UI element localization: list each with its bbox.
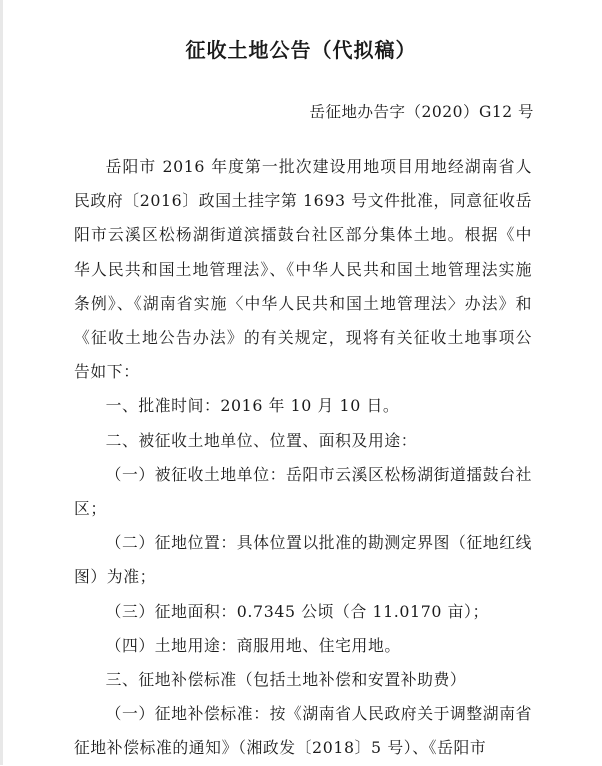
intro-paragraph: 岳阳市 2016 年度第一批次建设用地项目用地经湖南省人民政府〔2016〕政国土挂字第 1693 号文件批准，同意征收岳阳市云溪区松杨湖街道滨擂鼓台社区部分集体土地。根据《中华人民共和国土地管理法》、《中华人民共和国土地管理法实施条例》、《湖南省实施〈中华人民共和国土地管理法〉办法》和《征收土地公告办法》的有关规定，现将有关征收土地事项公告如下：: [74, 157, 532, 382]
approval-time: 一、批准时间：2016 年 10 月 10 日。: [105, 396, 400, 416]
document-body: [74, 150, 532, 766]
document-number: 岳征地办告字（2020）G12 号: [309, 103, 534, 121]
expropriated-unit: （一）被征收土地单位：岳阳市云溪区松杨湖街道擂鼓台社区；: [74, 464, 532, 519]
section-2-heading: 二、被征收土地单位、位置、面积及用途：: [105, 430, 418, 450]
land-location: （二）征地位置：具体位置以批准的勘测定界图（征地红线图）为准；: [74, 533, 532, 587]
document-title: 征收土地公告（代拟稿）: [185, 38, 417, 62]
land-area: （三）征地面积：0.7345 公顷（合 11.0170 亩）；: [105, 601, 489, 621]
land-use: （四）土地用途：商服用地、住宅用地。: [105, 635, 401, 655]
scan-edge: [0, 0, 3, 765]
compensation-standard: （一）征地补偿标准：按《湖南省人民政府关于调整湖南省征地补偿标准的通知》（湘政发〔2018〕5 号）、《岳阳市: [74, 704, 532, 758]
section-3-heading: 三、征地补偿标准（包括土地补偿和安置补助费）: [105, 670, 467, 690]
